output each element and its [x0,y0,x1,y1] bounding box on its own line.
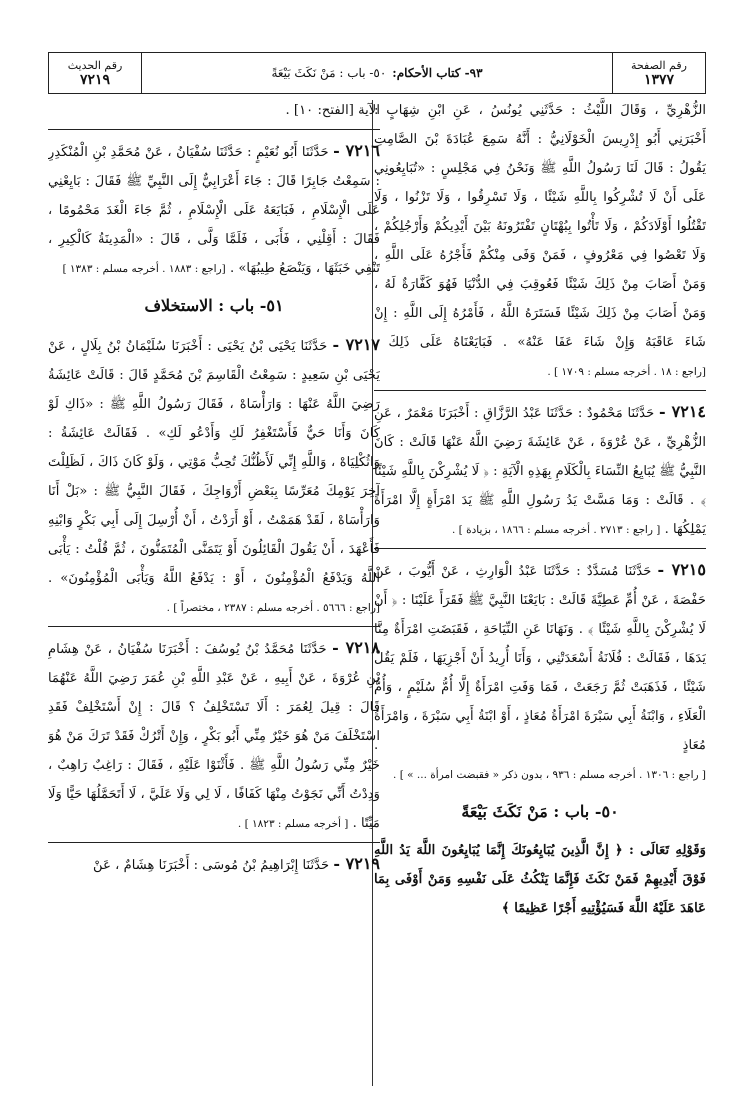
verse-citation: الآية [الفتح: ١٠] . [285,103,380,118]
hadith-7214 [374,397,706,544]
right-column [374,96,706,1086]
chapter-title: ٥٠- باب : مَنْ نَكَثَ بَيْعَةً [271,66,387,80]
separator-line [48,129,380,130]
reference: [راجع : ٥٦٦٦ . أخرجه مسلم : ٢٣٨٧ ، مختصراً ] . [166,602,380,614]
hadith-number: ٧٢١٤ - [658,402,706,421]
book-title: ٩٣- كتاب الأحكام: [392,66,483,80]
separator-line [374,390,706,391]
reference: [ أخرجه مسلم : ١٨٢٣ ] . [237,818,349,830]
hadith-text: حَدَّثَنَا أَبُو نُعَيْمٍ : حَدَّثَنَا سُفْيَانُ ، عَنْ مُحَمَّدِ بْنِ الْمُنْكَدِرِ : سَمِعْتُ جَابِرًا قَالَ : جَاءَ أَعْرَابِيٌّ إِلَى النَّبِيِّ ﷺ فَقَالَ : بَايِعْنِي عَلَى الْإِسْلَامِ ، فَبَايَعَهُ عَلَى الْإِسْلَامِ ، ثُمَّ جَاءَ الْغَدَ مَحْمُومًا ، فَقَالَ : أَقِلْنِي ، فَأَبَى ، فَلَمَّا وَلَّى ، قَالَ : «الْمَدِينَةُ كَالْكِيرِ ، تَنْفِي خَبَثَهَا ، وَيَنْصَعُ طِيبُهَا» . [48,145,380,276]
hadith-7216 [48,136,380,283]
chapter-heading-50: ٥٠- باب : مَنْ نَكَثَ بَيْعَةً [461,802,619,821]
hadith-7217 [48,330,380,622]
hadith-number: ٧٢١٩ - [333,854,380,873]
hadith-text: حَدَّثَنَا يَحْيَى بْنُ يَحْيَى : أَخْبَرَنَا سُلَيْمَانُ بْنُ بِلَالٍ ، عَنْ يَحْيَى بْنِ سَعِيدٍ : سَمِعْتُ الْقَاسِمَ بْنَ مُحَمَّدٍ قَالَ : قَالَتْ عَائِشَةُ رَضِيَ اللَّهُ عَنْهَا : وَارَأْسَاهْ ، فَقَالَ رَسُولُ اللَّهِ ﷺ : «ذَاكِ لَوْ كَانَ وَأَنَا حَيٌّ فَأَسْتَغْفِرُ لَكِ وَأَدْعُو لَكِ» . فَقَالَتْ عَائِشَةُ : وَاثُكْلِيَاهْ ، وَاللَّهِ إِنِّي لَأَظُنُّكَ تُحِبُّ مَوْتِي ، وَلَوْ كَانَ ذَاكَ ، لَظَلِلْتَ آخِرَ يَوْمِكَ مُعَرِّسًا بِبَعْضِ أَزْوَاجِكَ ، فَقَالَ النَّبِيُّ ﷺ : «بَلْ أَنَا وَارَأْسَاهْ ، لَقَدْ هَمَمْتُ ، أَوْ أَرَدْتُ ، أَنْ أُرْسِلَ إِلَى أَبِي بَكْرٍ وَابْنِهِ فَأَعْهَدَ ، أَنْ يَقُولَ الْقَائِلُونَ أَوْ يَتَمَنَّى الْمُتَمَنُّونَ ، ثُمَّ قُلْتُ : يَأْبَى اللَّهُ وَيَدْفَعُ الْمُؤْمِنُونَ ، أَوْ : يَدْفَعُ اللَّهُ وَيَأْبَى الْمُؤْمِنُونَ» . [48,339,380,586]
hadith-text: حَدَّثَنَا إِبْرَاهِيمُ بْنُ مُوسَى : أَخْبَرَنَا هِشَامٌ ، عَنْ [93,858,330,873]
page-number-label: رقم الصفحة [631,59,687,72]
reference: [راجع : ١٨٨٣ . أخرجه مسلم : ١٣٨٣ ] [62,263,226,275]
hadith-text: حَدَّثَنَا مُحَمَّدُ بْنُ يُوسُفَ : أَخْبَرَنَا سُفْيَانُ ، عَنْ هِشَامِ بْنِ عُرْوَةَ ، عَنْ أَبِيهِ ، عَنْ عَبْدِ اللَّهِ بْنِ عُمَرَ رَضِيَ اللَّهُ عَنْهُمَا قَالَ : قِيلَ لِعُمَرَ : أَلَا تَسْتَخْلِفُ ؟ قَالَ : إِنْ أَسْتَخْلِفْ فَقَدِ اسْتَخْلَفَ مَنْ هُوَ خَيْرٌ مِنِّي أَبُو بَكْرٍ ، وَإِنْ أَتْرُكْ فَقَدْ تَرَكَ مَنْ هُوَ خَيْرٌ مِنِّي رَسُولُ اللَّهِ ﷺ . فَأَثْنَوْا عَلَيْهِ ، فَقَالَ : رَاغِبٌ رَاهِبٌ ، وَدِدْتُ أَنِّي نَجَوْتُ مِنْهَا كَفَافًا ، لَا لِي وَلَا عَلَيَّ ، لَا أَتَحَمَّلُهَا حَيًّا وَلَا مَيِّتًا . [48,642,380,831]
hadith-7218 [48,633,380,838]
quran-verse: وَقَوْلِهِ تَعَالَى : ﴿ إِنَّ الَّذِينَ يُبَايِعُونَكَ إِنَّمَا يُبَايِعُونَ اللَّهَ يَدُ اللَّهِ فَوْقَ أَيْدِيهِمْ فَمَنْ نَكَثَ فَإِنَّمَا يَنْكُثُ عَلَى نَفْسِهِ وَمَنْ أَوْفَى بِمَا عَاهَدَ عَلَيْهُ اللَّهَ فَسَيُؤْتِيهِ أَجْرًا عَظِيمًا ﴾ [374,843,706,916]
hadith-number: ٧٢١٦ - [333,141,380,160]
reference: [ راجع : ١٣٠٦ . أخرجه مسلم : ٩٣٦ ، بدون ذكر « فقبضت امرأة ... » ] . [393,769,706,781]
hadith-number: ٧٢١٩ [79,72,111,88]
chapter-heading-51: ٥١- باب : الاستخلاف [144,296,284,315]
hadith-7219 [48,849,380,880]
reference: [راجع : ١٨ . أخرجه مسلم : ١٧٠٩ ] . [547,366,706,378]
hadith-text: الزُّهْرِيِّ ، وَقَالَ اللَّيْثُ : حَدَّثَنِي يُونُسُ ، عَنِ ابْنِ شِهَابٍ : أَخْبَرَنِي أَبُو إِدْرِيسَ الْخَوْلَانِيُّ : أَنَّهُ سَمِعَ عُبَادَةَ بْنَ الصَّامِتِ يَقُولُ : قَالَ لَنَا رَسُولُ اللَّهِ ﷺ وَنَحْنُ فِي مَجْلِسٍ : «تُبَايِعُونِي عَلَى أَنْ لَا تُشْرِكُوا بِاللَّهِ شَيْئًا ، وَلَا تَسْرِقُوا ، وَلَا تَزْنُوا ، وَلَا تَقْتُلُوا أَوْلَادَكُمْ ، وَلَا تَأْتُوا بِبُهْتَانٍ تَفْتَرُونَهُ بَيْنَ أَيْدِيكُمْ وَأَرْجُلِكُمْ ، وَلَا تَعْصُوا فِي مَعْرُوفٍ ، فَمَنْ وَفَى مِنْكُمْ فَأَجْرُهُ عَلَى اللَّهِ ، وَمَنْ أَصَابَ مِنْ ذَلِكَ شَيْئًا فَعُوقِبَ فِي الدُّنْيَا فَهُوَ كَفَّارَةٌ لَهُ ، وَمَنْ أَصَابَ مِنْ ذَلِكَ شَيْئًا فَسَتَرَهُ اللَّهُ ، فَأَمْرُهُ إِلَى اللَّهِ : إِنْ شَاءَ عَاقَبَهُ وَإِنْ شَاءَ عَفَا عَنْهُ» . فَبَايَعْنَاهُ عَلَى ذَلِكَ . [374,103,706,350]
page-number: ١٣٧٧ [643,72,675,88]
left-column [48,96,380,1086]
running-title [142,53,612,93]
hadith-text: حَدَّثَنَا مُسَدَّدٌ : حَدَّثَنَا عَبْدُ الْوَارِثِ ، عَنْ أَيُّوبَ ، عَنْ حَفْصَةَ ، عَنْ أُمِّ عَطِيَّةَ قَالَتْ : بَايَعْنَا النَّبِيَّ ﷺ فَقَرَأَ عَلَيْنَا : ﴿ أَنْ لَا يُشْرِكْنَ بِاللَّهِ شَيْئًا ﴾ . وَنَهَانَا عَنِ النِّيَاحَةِ ، فَقَبَضَتِ امْرَأَةٌ مِنَّا يَدَهَا ، فَقَالَتْ : فُلَانَةُ أَسْعَدَتْنِي ، وَأَنَا أُرِيدُ أَنْ أَجْزِيَهَا ، فَلَمْ يَقُلْ شَيْئًا ، فَذَهَبَتْ ثُمَّ رَجَعَتْ ، فَمَا وَفَتِ امْرَأَةٌ إِلَّا أُمُّ سُلَيْمٍ ، وَأُمُّ الْعَلَاءِ ، وَابْنَةُ أَبِي سَبْرَةَ امْرَأَةُ مُعَاذٍ ، أَوْ ابْنَةُ أَبِي سَبْرَةَ ، وَامْرَأَةُ مُعَاذٍ . [374,564,706,753]
hadith-7215 [374,555,706,789]
paragraph [374,96,706,386]
hadith-number: ٧٢١٥ - [657,560,706,579]
reference: [ راجع : ٢٧١٣ . أخرجه مسلم : ١٨٦٦ ، بزيادة ] . [451,524,661,536]
hadith-number-box [49,53,142,93]
page-number-box [612,53,705,93]
separator-line [48,842,380,843]
separator-line [374,548,706,549]
hadith-number: ٧٢١٨ - [332,638,380,657]
hadith-number: ٧٢١٧ - [332,335,380,354]
hadith-number-label: رقم الحديث [67,59,123,72]
page-header [48,52,706,94]
separator-line [48,626,380,627]
hadith-text: حَدَّثَنَا مَحْمُودٌ : حَدَّثَنَا عَبْدُ الرَّزَّاقِ : أَخْبَرَنَا مَعْمَرٌ ، عَنِ الزُّهْرِيِّ ، عَنْ عُرْوَةَ ، عَنْ عَائِشَةَ رَضِيَ اللَّهُ عَنْهَا قَالَتْ : كَانَ النَّبِيُّ ﷺ يُبَايِعُ النِّسَاءَ بِالْكَلَامِ بِهَذِهِ الْآيَةِ : ﴿ لَا يُشْرِكْنَ بِاللَّهِ شَيْئًا ﴾ . قَالَتْ : وَمَا مَسَّتْ يَدُ رَسُولِ اللَّهِ ﷺ يَدَ امْرَأَةٍ إِلَّا امْرَأَةً يَمْلِكُهَا . [374,406,706,537]
